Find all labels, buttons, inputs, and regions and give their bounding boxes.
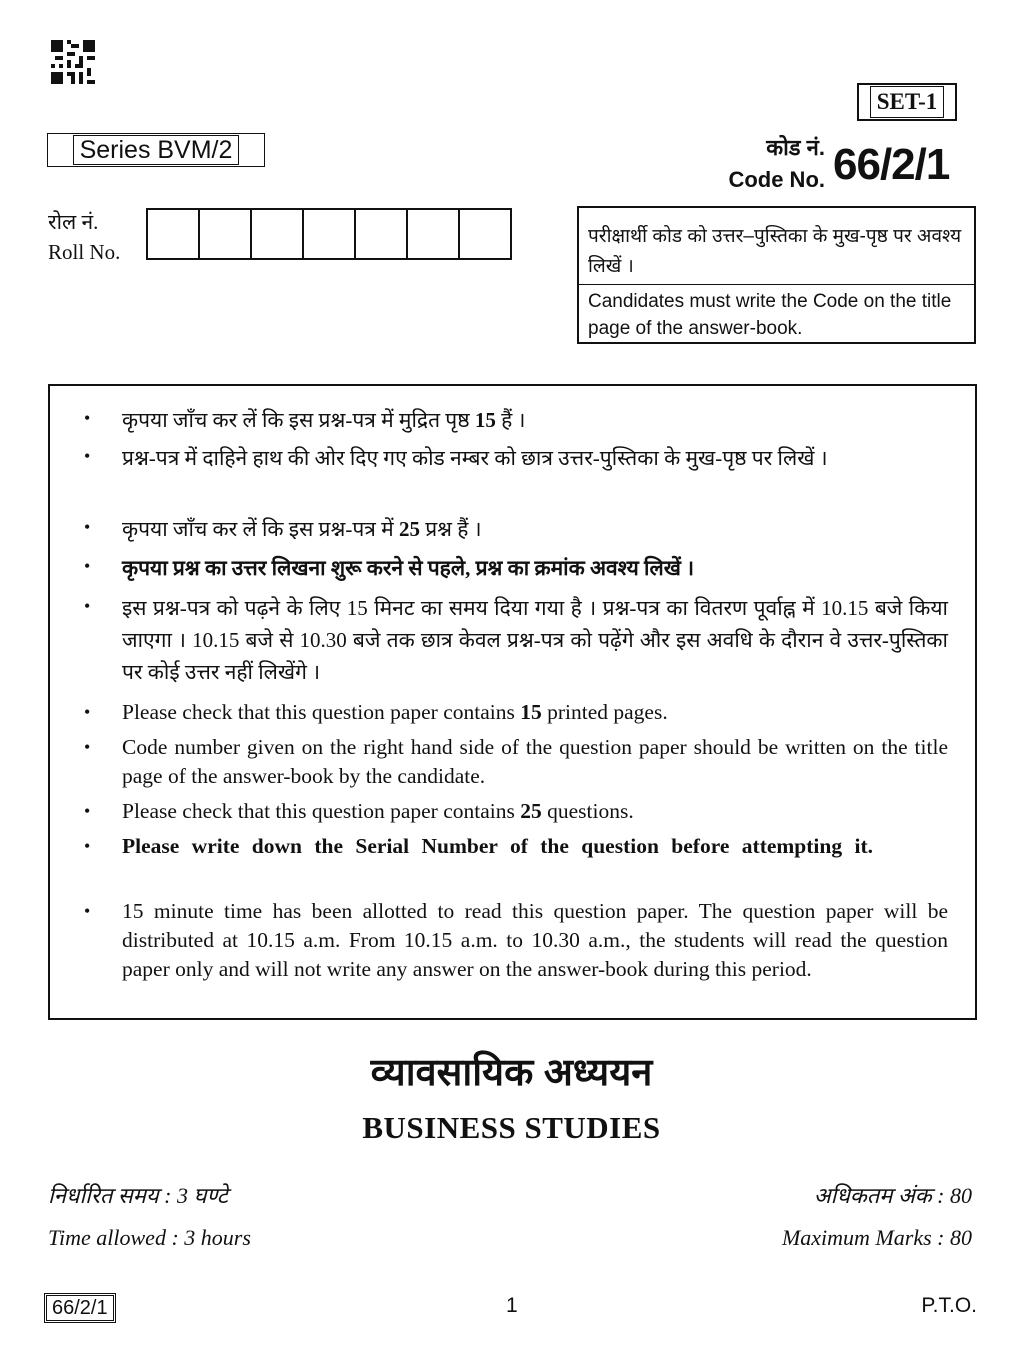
roll-digit-box[interactable] <box>356 210 408 258</box>
candidate-note-hindi: परीक्षार्थी कोड को उत्तर–पुस्तिका के मुख-पृष्ठ पर अवश्य लिखें । <box>588 226 962 277</box>
instruction-item <box>50 733 975 791</box>
instruction-item <box>50 552 975 584</box>
roll-digit-box[interactable] <box>252 210 304 258</box>
series-label: Series BVM/2 <box>73 135 240 165</box>
qr-code-icon <box>51 40 95 84</box>
page-count: 15 <box>520 700 542 724</box>
instruction-text: Please write down the Serial Number of the question before attempting it. <box>122 834 873 858</box>
pto-label: P.T.O. <box>921 1294 977 1317</box>
page-number: 1 <box>506 1294 518 1317</box>
page-count: 15 <box>474 408 496 432</box>
instruction-item <box>50 513 975 545</box>
roll-digit-box[interactable] <box>408 210 460 258</box>
footer-code-box <box>44 1293 116 1323</box>
question-count: 25 <box>520 799 542 823</box>
instruction-item <box>50 404 975 436</box>
instruction-item <box>50 897 975 984</box>
instruction-text: कृपया जाँच कर लें कि इस प्रश्न-पत्र में मुद्रित पृष्ठ <box>122 408 475 432</box>
set-label: SET-1 <box>870 86 945 118</box>
maximum-marks-hindi: अधिकतम अंक : 80 <box>813 1183 972 1208</box>
time-allowed-hindi: निर्धारित समय : 3 घण्टे <box>48 1183 228 1208</box>
set-label-box <box>857 83 957 121</box>
instruction-item <box>50 797 975 826</box>
roll-digit-box[interactable] <box>460 210 512 258</box>
bullet: • <box>84 801 91 821</box>
footer-code: 66/2/1 <box>46 1295 114 1321</box>
bullet: • <box>84 556 91 576</box>
instruction-text: questions. <box>541 799 634 823</box>
instruction-text: कृपया जाँच कर लें कि इस प्रश्न-पत्र में <box>122 517 399 541</box>
note-divider <box>579 284 974 285</box>
instruction-item <box>50 698 975 727</box>
roll-digit-box[interactable] <box>200 210 252 258</box>
instruction-text: हैं । <box>495 408 526 432</box>
instruction-item <box>50 442 975 474</box>
bullet: • <box>84 836 91 856</box>
code-label-hindi: कोड नं. <box>766 135 825 160</box>
instruction-text: प्रश्न-पत्र में दाहिने हाथ की ओर दिए गए कोड नम्बर को छात्र उत्तर-पुस्तिका के मुख-पृष्ठ पर लिखें । <box>122 446 828 470</box>
instruction-item <box>50 832 975 861</box>
bullet: • <box>84 702 91 722</box>
code-label: Code No. <box>728 167 825 192</box>
subject-title-hindi: व्यावसायिक अध्ययन <box>370 1052 653 1094</box>
roll-digit-box[interactable] <box>148 210 200 258</box>
bullet: • <box>84 901 91 921</box>
bullet: • <box>84 446 91 466</box>
bullet: • <box>84 408 91 428</box>
bullet: • <box>84 596 91 616</box>
instruction-text: 15 minute time has been allotted to read this question paper. The question paper will be distributed at 10.15 a.m. From 10.15 a.m. to 10.30 a.m., the students will read the question paper only and will not write any answer on the answer-book during this period. <box>122 899 948 981</box>
instruction-item <box>50 592 975 688</box>
instructions-box <box>48 384 977 1020</box>
instruction-text: इस प्रश्न-पत्र को पढ़ने के लिए 15 मिनट का समय दिया गया है । प्रश्न-पत्र का वितरण पूर्वाह्न में 10.15 बजे किया जाएगा । 10.15 बजे से 10.30 बजे तक छात्र केवल प्रश्न-पत्र को पढ़ेंगे और इस अवधि के दौरान वे उत्तर-पुस्तिका पर कोई उत्तर नहीं लिखेंगे । <box>122 596 948 684</box>
candidate-note-english: Candidates must write the Code on the title page of the answer-book. <box>588 291 952 339</box>
instruction-text: प्रश्न हैं । <box>419 517 482 541</box>
instruction-text: Please check that this question paper contains <box>122 799 521 823</box>
subject-title: BUSINESS STUDIES <box>362 1110 661 1145</box>
time-allowed: Time allowed : 3 hours <box>48 1225 251 1250</box>
series-box <box>47 133 265 167</box>
roll-digit-box[interactable] <box>304 210 356 258</box>
code-number: 66/2/1 <box>833 140 950 189</box>
question-count: 25 <box>398 517 420 541</box>
roll-number-grid[interactable] <box>146 208 512 260</box>
bullet: • <box>84 517 91 537</box>
instruction-text: Please check that this question paper contains <box>122 700 521 724</box>
instruction-text: Code number given on the right hand side of the question paper should be written on the title page of the answer-book by the candidate. <box>122 735 948 788</box>
candidate-note-box <box>577 206 976 344</box>
instruction-text: printed pages. <box>541 700 668 724</box>
roll-label: Roll No. <box>48 240 121 264</box>
maximum-marks: Maximum Marks : 80 <box>781 1225 972 1250</box>
bullet: • <box>84 737 91 757</box>
instruction-text: कृपया प्रश्न का उत्तर लिखना शुरू करने से पहले, प्रश्न का क्रमांक अवश्य लिखें । <box>122 556 695 580</box>
roll-label-hindi: रोल नं. <box>48 210 99 234</box>
